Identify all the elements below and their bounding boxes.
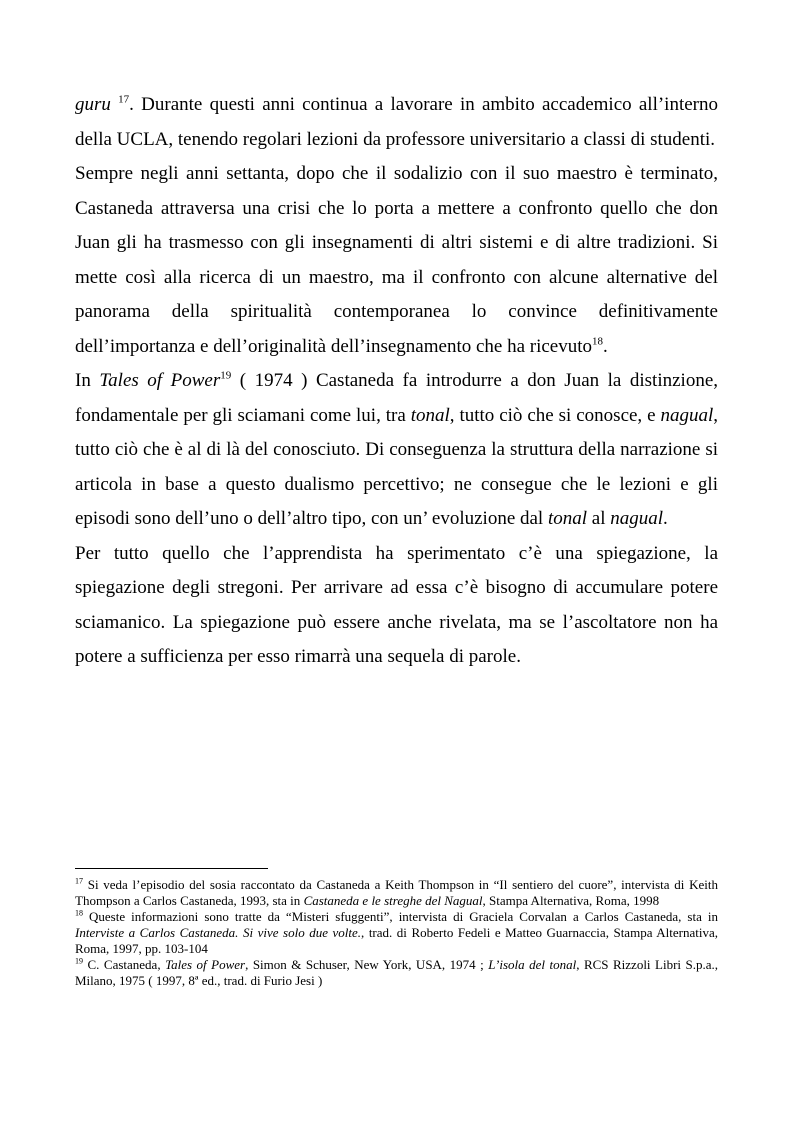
italic-text: Tales of Power	[165, 957, 246, 972]
footnote	[75, 957, 718, 989]
text-run: , Simon & Schuser, New York, USA, 1974 ;	[245, 957, 489, 972]
text-run: , RCS Rizzoli Libri S.p.a., Milano, 1975 ( 1997, 8ª ed., trad. di Furio Jesi )	[75, 957, 719, 988]
text-run: ( 1974 ) Castaneda fa introdurre a don Juan la distinzione, fondamentale per gli sciamani come lui, tra	[75, 370, 719, 426]
italic-text: tonal	[547, 508, 588, 529]
italic-text: nagual	[610, 508, 664, 529]
footnote-ref: 19	[75, 956, 83, 966]
footnote	[75, 909, 718, 957]
text-run: In	[75, 370, 100, 391]
body-text	[75, 88, 718, 675]
italic-text: L’isola del tonal	[488, 957, 577, 972]
text-run: Per tutto quello che l’apprendista ha sperimentato c’è una spiegazione, la spiegazione degli stregoni. Per arrivare ad essa c’è bisogno di accumulare potere sciamanico. La spiegazione può essere anche rivelata, ma se l’ascoltatore non ha potere a sufficienza per esso rimarrà una sequela di parole.	[75, 542, 718, 667]
text-run: al	[587, 508, 611, 529]
text-run: , tutto ciò che è al di là del conosciuto. Di conseguenza la struttura della narrazione si articola in base a questo dualismo percettivo; ne consegue che le lezioni e gli episodi sono dell’uno o dell’altro tipo, con un’ evoluzione dal	[75, 404, 718, 529]
text-run: Sempre negli anni settanta, dopo che il sodalizio con il suo maestro è terminato, Castaneda attraversa una crisi che lo porta a mettere a confronto quello che don Juan gli ha trasmesso con gli insegnamenti di altri sistemi e di altre tradizioni. Si mette così alla ricerca di un maestro, ma il confronto con alcune alternative del panorama della spiritualità contemporanea lo convince definitivamente dell’importanza e dell’originalità dell’insegnamento che ha ricevuto	[75, 163, 718, 357]
text-run: Queste informazioni sono tratte da “Misteri sfuggenti”, intervista di Graciela Corvalan a Carlos Castaneda, sta in	[83, 909, 718, 924]
paragraph	[75, 88, 718, 157]
text-run: C. Castaneda,	[83, 957, 166, 972]
footnote-ref: 17	[118, 93, 130, 106]
italic-text: guru	[75, 94, 111, 115]
text-run: , Stampa Alternativa, Roma, 1998	[482, 893, 660, 908]
footnote-ref: 19	[220, 369, 232, 382]
text-run: . Durante questi anni continua a lavorare in ambito accademico all’interno della UCLA, tenendo regolari lezioni da professore universitario a classi di studenti.	[75, 94, 718, 150]
footnote	[75, 877, 718, 909]
paragraph	[75, 364, 718, 537]
text-run: .	[663, 508, 668, 529]
paragraph	[75, 157, 718, 364]
footnote-ref: 17	[75, 876, 83, 886]
italic-text: Castaneda e le streghe del Nagual	[303, 893, 483, 908]
italic-text: Interviste a Carlos Castaneda. Si vive solo due volte.	[75, 925, 362, 940]
italic-text: Tales of Power	[99, 370, 221, 391]
footnote-ref: 18	[592, 335, 604, 348]
paragraph	[75, 537, 718, 675]
text-run: .	[603, 335, 608, 357]
text-run: , trad. di Roberto Fedeli e Matteo Guarnaccia, Stampa Alternativa, Roma, 1997, pp. 103-104	[75, 925, 718, 956]
footnote-separator	[75, 868, 268, 869]
footnotes	[75, 877, 718, 989]
footnote-ref: 18	[75, 908, 83, 918]
text-run: , tutto ciò che si conosce, e	[449, 404, 661, 426]
italic-text: nagual	[660, 404, 714, 426]
italic-text: tonal	[410, 404, 450, 426]
text-run: Si veda l’episodio del sosia raccontato da Castaneda a Keith Thompson in “Il sentiero del cuore”, intervista di Keith Thompson a Carlos Castaneda, 1993, sta in	[75, 877, 718, 908]
